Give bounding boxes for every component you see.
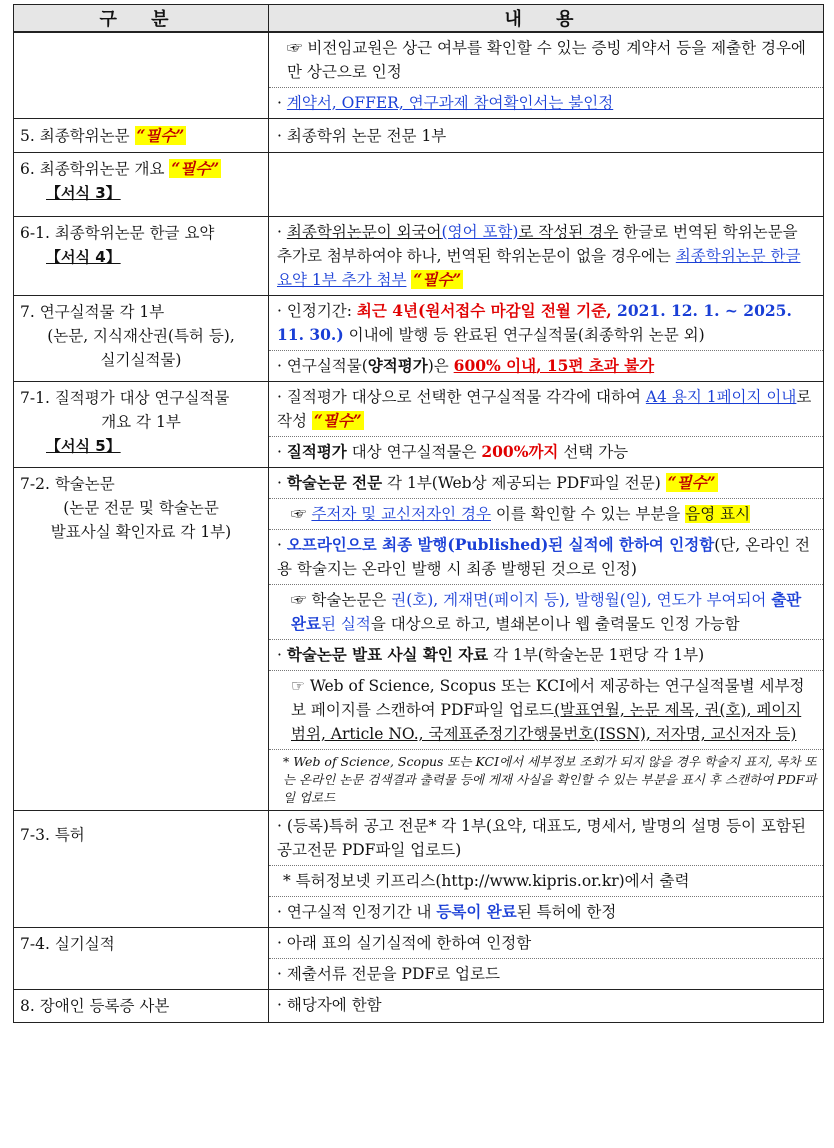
- list-item: · 질적평가 대상으로 선택한 연구실적물 각각에 대하여 A4 용지 1페이지 이내로 작성 “필수”: [277, 388, 812, 430]
- footnote: * Web of Science, Scopus 또는 KCI에서 세부정보 조회가 되지 않을 경우 학술지 표지, 목차 또는 온라인 논문 검색결과 출력물 등에 게재 사실을 확인할 수 있는 부분을 표시 후 스캔하여 PDF파일 업로드: [269, 749, 823, 810]
- table-row: 7-1. 질적평가 대상 연구실적물 개요 각 1부 【서식 5】 · 질적평가 대상으로 선택한 연구실적물 각각에 대하여 A4 용지 1페이지 이내로 작성 “필수” · 질적평가 대상 연구실적물은 200%까지 선택 가능: [14, 382, 824, 468]
- list-item: ☞ 학술논문은 권(호), 게재면(페이지 등), 발행월(일), 연도가 부여되어 출판 완료된 실적을 대상으로 하고, 별쇄본이나 웹 출력물도 인정 가능함: [269, 584, 823, 639]
- header-category: 구 분: [14, 5, 269, 33]
- list-item: · 아래 표의 실기실적에 한하여 인정함: [277, 934, 532, 952]
- list-item: * 특허정보넷 키프리스(http://www.kipris.or.kr)에서 출력: [269, 865, 823, 896]
- form-label: 【서식 5】: [46, 437, 121, 455]
- list-item: · 학술논문 발표 사실 확인 자료 각 1부(학술논문 1편당 각 1부): [269, 639, 823, 670]
- form-label: 【서식 4】: [46, 248, 121, 266]
- list-item: · 최종학위 논문 전문 1부: [277, 126, 447, 145]
- required-badge: “필수”: [413, 270, 462, 289]
- list-item: · 인정기간: 최근 4년(원서접수 마감일 전월 기준, 2021. 12. 1. ~ 2025. 11. 30.) 이내에 발행 등 완료된 연구실적물(최종학위 논문 외): [277, 301, 792, 344]
- table-row: 7-4. 실기실적 · 아래 표의 실기실적에 한하여 인정함 · 제출서류 전문을 PDF로 업로드: [14, 928, 824, 990]
- list-item: · 학술논문 전문 각 1부(Web상 제공되는 PDF파일 전문) “필수”: [277, 473, 716, 492]
- table-row: [14, 32, 824, 119]
- table-row: 7. 연구실적물 각 1부 (논문, 지식재산권(특허 등), 실기실적물) · 인정기간: 최근 4년(원서접수 마감일 전월 기준, 2021. 12. 1. ~ 2025. 11. 30.) 이내에 발행 등 완료된 연구실적물(최종학위 논문 외) · 연구실적물(양적평가)은 600% 이내, 15편 초과 불가: [14, 296, 824, 382]
- list-item: · 연구실적물(양적평가)은 600% 이내, 15편 초과 불가: [269, 350, 823, 381]
- required-badge: “필수”: [667, 473, 716, 492]
- list-item: · 질적평가 대상 연구실적물은 200%까지 선택 가능: [269, 436, 823, 467]
- required-badge: “필수”: [313, 411, 362, 430]
- table-row: 6. 최종학위논문 개요 “필수” 【서식 3】: [14, 153, 824, 217]
- list-item: · 해당자에 한함: [277, 996, 382, 1014]
- header-content: 내 용: [269, 5, 824, 33]
- table-row: 7-2. 학술논문 (논문 전문 및 학술논문 발표사실 확인자료 각 1부) · 학술논문 전문 각 1부(Web상 제공되는 PDF파일 전문) “필수” ☞ 주저자 및 교신저자인 경우 이를 확인할 수 있는 부분을 음영 표시 · 오프라인으로 최종 발행(Published)된 실적에 한하여 인정함(단, 온라인 전용 학술지는 온라인 발행 시 최종 발행된 것으로 인정) ☞ 학술논문은 권(호), 게재면(페이지 등), 발행월(일), 연도가 부여되어 출판 완료된 실적을 대상으로 하고, 별쇄본이나 웹 출력물도 인정 가능함 · 학술논문 발표 사실 확인 자료 각 1부(학술논문 1편당 각 1부) ☞ Web of Science, Scopus 또는 KCI에서 제공하는 연구실적물별 세부정보 페이지를 스캔하여 PDF파일 업로드(발표연월, 논문 제목, 권(호), 페이지 범위, Article NO., 국제표준정기간행물번호(ISSN), 저자명, 교신저자 등) * Web of Science, Scopus 또는 KCI에서 세부정보 조회가 되지 않을 경우 학술지 표지, 목차 또는 온라인 논문 검색결과 출력물 등에 게재 사실을 확인할 수 있는 부분을 표시 후 스캔하여 PDF파일 업로드: [14, 468, 824, 811]
- form-label: 【서식 3】: [46, 184, 121, 202]
- list-item: ☞ 비전임교원은 상근 여부를 확인할 수 있는 증빙 계약서 등을 제출한 경우에만 상근으로 인정: [287, 39, 806, 81]
- table-row: 8. 장애인 등록증 사본 · 해당자에 한함: [14, 990, 824, 1023]
- table-row: 5. 최종학위논문 “필수” · 최종학위 논문 전문 1부: [14, 119, 824, 153]
- list-item: · 최종학위논문이 외국어(영어 포함)로 작성된 경우 한글로 번역된 학위논문을 추가로 첨부하여야 하나, 번역된 학위논문이 없을 경우에는 최종학위논문 한글 요약 1부 추가 첨부 “필수”: [277, 223, 801, 289]
- list-item: · 계약서, OFFER, 연구과제 참여확인서는 불인정: [269, 87, 823, 118]
- required-badge: “필수”: [136, 125, 185, 145]
- list-item: ☞ Web of Science, Scopus 또는 KCI에서 제공하는 연구실적물별 세부정보 페이지를 스캔하여 PDF파일 업로드(발표연월, 논문 제목, 권(호), 페이지 범위, Article NO., 국제표준정기간행물번호(ISSN), 저자명, 교신저자 등): [269, 670, 823, 749]
- required-badge: “필수”: [171, 159, 220, 178]
- table-row: 7-3. 특허 · (등록)특허 공고 전문* 각 1부(요약, 대표도, 명세서, 발명의 설명 등이 포함된 공고전문 PDF파일 업로드) * 특허정보넷 키프리스(http://www.kipris.or.kr)에서 출력 · 연구실적 인정기간 내 등록이 완료된 특허에 한정: [14, 811, 824, 928]
- list-item: ☞ 주저자 및 교신저자인 경우 이를 확인할 수 있는 부분을 음영 표시: [269, 498, 823, 529]
- table-row: 6-1. 최종학위논문 한글 요약 【서식 4】 · 최종학위논문이 외국어(영어 포함)로 작성된 경우 한글로 번역된 학위논문을 추가로 첨부하여야 하나, 번역된 학위논문이 없을 경우에는 최종학위논문 한글 요약 1부 추가 첨부 “필수”: [14, 217, 824, 296]
- list-item: · 연구실적 인정기간 내 등록이 완료된 특허에 한정: [269, 896, 823, 927]
- requirements-table: [13, 4, 824, 1023]
- table-header: [14, 5, 824, 33]
- list-item: · (등록)특허 공고 전문* 각 1부(요약, 대표도, 명세서, 발명의 설명 등이 포함된 공고전문 PDF파일 업로드): [277, 817, 806, 859]
- list-item: · 오프라인으로 최종 발행(Published)된 실적에 한하여 인정함(단, 온라인 전용 학술지는 온라인 발행 시 최종 발행된 것으로 인정): [269, 529, 823, 584]
- list-item: · 제출서류 전문을 PDF로 업로드: [269, 958, 823, 989]
